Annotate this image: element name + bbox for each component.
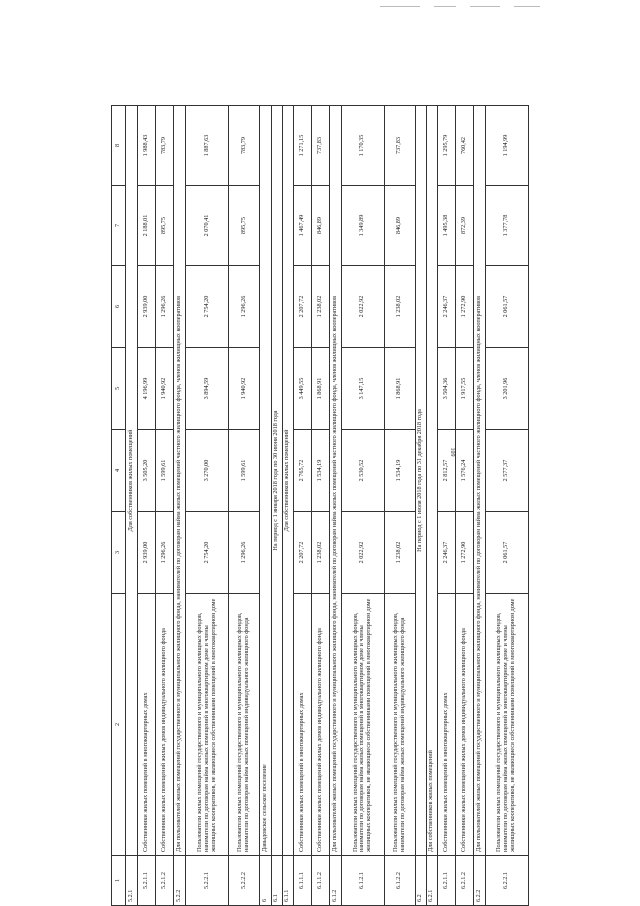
- row-description: Пользователи жилых помещений государственного и муниципального жилищных фондов, наниматели по договорам найма жилых помещений в многоквартирном доме и члены жилищных кооперативов, не являющиеся собственниками помещений в многоквартирном доме: [485, 594, 528, 856]
- value-cell: 2 022,92: [341, 266, 384, 348]
- section-title: Для пользователей жилых помещений государственного и муниципального жилищного фонда, нанимателей по договорам найма жилых помещений частного жилищного фонда, членов жилищных кооперативов: [329, 106, 341, 856]
- column-number: 4: [112, 430, 126, 512]
- value-cell: 1 272,90: [455, 512, 473, 594]
- value-cell: 1 194,99: [485, 106, 528, 186]
- value-cell: 1 377,78: [485, 186, 528, 266]
- value-cell: 1 295,79: [437, 106, 455, 186]
- value-cell: 2 754,20: [186, 512, 229, 594]
- row-code: 6.2.1.2: [455, 856, 473, 906]
- value-cell: 1 271,15: [293, 106, 311, 186]
- table-row: [138, 106, 156, 906]
- value-cell: 1 495,38: [437, 186, 455, 266]
- section-header-row: [126, 106, 138, 906]
- value-cell: 1 940,92: [156, 348, 174, 430]
- value-cell: 3 449,55: [293, 348, 311, 430]
- value-cell: 783,79: [229, 106, 260, 186]
- value-cell: 1 534,19: [385, 430, 416, 512]
- table-row: [229, 106, 260, 906]
- row-code: 5.2.2.1: [186, 856, 229, 906]
- table-row: [311, 106, 329, 906]
- row-description: Пользователи жилых помещений государственного и муниципального жилищных фондов, наниматели по договорам найма жилых помещений в многоквартирном доме и члены жилищных кооперативов, не являющиеся собственниками помещений в многоквартирном доме: [341, 594, 384, 856]
- column-number-row: [112, 106, 126, 906]
- value-cell: 1 238,02: [385, 512, 416, 594]
- section-title: Для собственников жилых помещений: [282, 106, 293, 856]
- value-cell: 2 061,57: [485, 266, 528, 348]
- value-cell: 1 940,92: [229, 348, 260, 430]
- value-cell: 1 272,90: [455, 266, 473, 348]
- value-cell: 1 599,61: [156, 430, 174, 512]
- value-cell: 2 070,41: [186, 186, 229, 266]
- section-title: Давыдовское сельское поселение: [259, 106, 271, 856]
- row-code: 6: [259, 856, 271, 906]
- value-cell: 2 754,20: [186, 266, 229, 348]
- tariff-table: [111, 105, 529, 906]
- value-cell: 2 207,72: [293, 512, 311, 594]
- table-row: [455, 106, 473, 906]
- value-cell: 1 599,61: [229, 430, 260, 512]
- table-row: [293, 106, 311, 906]
- value-cell: 1 534,19: [311, 430, 329, 512]
- row-code: 6.1.2.2: [385, 856, 416, 906]
- row-code: 6.2.2.1: [485, 856, 528, 906]
- value-cell: 1 349,89: [341, 186, 384, 266]
- column-number: 6: [112, 266, 126, 348]
- column-number: 1: [112, 856, 126, 906]
- value-cell: 1 887,63: [186, 106, 229, 186]
- column-number: 8: [112, 106, 126, 186]
- row-code: 6.2.2: [473, 856, 485, 906]
- row-code: 6.2.1.1: [437, 856, 455, 906]
- value-cell: 2 939,00: [138, 266, 156, 348]
- value-cell: 2 530,52: [341, 430, 384, 512]
- table-row: [437, 106, 455, 906]
- value-cell: 3 504,36: [437, 348, 455, 430]
- value-cell: 783,79: [156, 106, 174, 186]
- value-cell: 846,89: [311, 186, 329, 266]
- value-cell: 1 868,91: [385, 348, 416, 430]
- section-header-row: [271, 106, 282, 906]
- column-number: 2: [112, 594, 126, 856]
- value-cell: 1 868,91: [311, 348, 329, 430]
- row-code: 6.1.1: [282, 856, 293, 906]
- value-cell: 1 170,35: [341, 106, 384, 186]
- value-cell: 2 061,57: [485, 512, 528, 594]
- section-header-row: [259, 106, 271, 906]
- value-cell: 846,89: [385, 186, 416, 266]
- scan-artifact-lines: [380, 6, 620, 8]
- row-code: 6.1.1.2: [311, 856, 329, 906]
- section-header-row: [282, 106, 293, 906]
- value-cell: 1 238,02: [385, 266, 416, 348]
- row-code: 5.2.1.1: [138, 856, 156, 906]
- section-header-row: [426, 106, 437, 906]
- value-cell: 737,83: [311, 106, 329, 186]
- value-cell: 1 238,02: [311, 266, 329, 348]
- table-row: [385, 106, 416, 906]
- value-cell: 760,42: [455, 106, 473, 186]
- section-title: Для собственников жилых помещений: [426, 106, 437, 856]
- value-cell: 2 812,57: [437, 430, 455, 512]
- value-cell: 2 246,37: [437, 512, 455, 594]
- value-cell: 3 201,96: [485, 348, 528, 430]
- section-title: На период с 1 июля 2018 года по 31 декабря 2018 года: [415, 106, 426, 856]
- table-row: [341, 106, 384, 906]
- value-cell: 1 917,55: [455, 348, 473, 430]
- row-code: 6.2.1: [426, 856, 437, 906]
- value-cell: 2 939,00: [138, 512, 156, 594]
- section-title: Для пользователей жилых помещений государственного и муниципального жилищного фонда, нанимателей по договорам найма жилых помещений частного жилищного фонда, членов жилищных кооперативов: [473, 106, 485, 856]
- section-header-row: [473, 106, 485, 906]
- value-cell: 1 238,02: [311, 512, 329, 594]
- row-code: 6.1.2: [329, 856, 341, 906]
- row-code: 6.1.2.1: [341, 856, 384, 906]
- value-cell: 2 207,72: [293, 266, 311, 348]
- value-cell: 895,75: [229, 186, 260, 266]
- row-code: 6.2: [415, 856, 426, 906]
- value-cell: 737,83: [385, 106, 416, 186]
- value-cell: 1 296,26: [156, 512, 174, 594]
- section-header-row: [329, 106, 341, 906]
- row-code: 5.2.2: [174, 856, 186, 906]
- value-cell: 895,75: [156, 186, 174, 266]
- row-description: Пользователи жилых помещений государственного и муниципального жилищных фондов, наниматели по договорам найма жилых помещений индивидуального жилищного фонда: [385, 594, 416, 856]
- section-title: На период с 1 января 2018 года по 30 июня 2018 года: [271, 106, 282, 856]
- value-cell: 3 147,15: [341, 348, 384, 430]
- value-cell: 2 022,92: [341, 512, 384, 594]
- value-cell: 1 296,26: [229, 512, 260, 594]
- value-cell: 2 765,72: [293, 430, 311, 512]
- row-description: Собственники жилых помещений в многоквартирных домах: [293, 594, 311, 856]
- row-description: Собственники жилых помещений жилых домов индивидуального жилищного фонда: [455, 594, 473, 856]
- rotated-table-container: [111, 106, 529, 906]
- value-cell: 2 577,37: [485, 430, 528, 512]
- value-cell: 872,39: [455, 186, 473, 266]
- value-cell: 3 270,00: [186, 430, 229, 512]
- table-row: [156, 106, 174, 906]
- column-number: 3: [112, 512, 126, 594]
- row-description: Собственники жилых помещений в многоквартирных домах: [437, 594, 455, 856]
- row-description: Собственники жилых помещений жилых домов индивидуального жилищного фонда: [156, 594, 174, 856]
- row-description: Пользователи жилых помещений государственного и муниципального жилищных фондов, наниматели по договорам найма жилых помещений индивидуального жилищного фонда: [229, 594, 260, 856]
- row-code: 5.2.2.2: [229, 856, 260, 906]
- value-cell: 4 196,99: [138, 348, 156, 430]
- value-cell: 3 505,20: [138, 430, 156, 512]
- section-header-row: [415, 106, 426, 906]
- value-cell: 3 894,59: [186, 348, 229, 430]
- row-code: 6.1.1.1: [293, 856, 311, 906]
- row-code: 5.2.1.2: [156, 856, 174, 906]
- column-number: 7: [112, 186, 126, 266]
- section-header-row: [174, 106, 186, 906]
- row-description: Пользователи жилых помещений государственного и муниципального жилищных фондов, наниматели по договорам найма жилых помещений в многоквартирном доме и члены жилищных кооперативов, не являющиеся собственниками помещений в многоквартирном доме: [186, 594, 229, 856]
- value-cell: 1 296,26: [156, 266, 174, 348]
- row-description: Собственники жилых помещений жилых домов индивидуального жилищного фонда: [311, 594, 329, 856]
- value-cell: 1 467,49: [293, 186, 311, 266]
- page-number: 109: [449, 447, 455, 457]
- row-code: 6.1: [271, 856, 282, 906]
- section-title: Для собственников жилых помещений: [126, 106, 138, 856]
- row-code: 5.2.1: [126, 856, 138, 906]
- table-row: [485, 106, 528, 906]
- row-description: Собственники жилых помещений в многоквартирных домах: [138, 594, 156, 856]
- value-cell: 1 988,43: [138, 106, 156, 186]
- value-cell: 1 576,24: [455, 430, 473, 512]
- table-body: [112, 106, 529, 906]
- table-row: [186, 106, 229, 906]
- value-cell: 1 296,26: [229, 266, 260, 348]
- value-cell: 2 246,37: [437, 266, 455, 348]
- section-title: Для пользователей жилых помещений государственного и муниципального жилищного фонда, нанимателей по договорам найма жилых помещений частного жилищного фонда, членов жилищных кооперативов: [174, 106, 186, 856]
- value-cell: 2 188,01: [138, 186, 156, 266]
- column-number: 5: [112, 348, 126, 430]
